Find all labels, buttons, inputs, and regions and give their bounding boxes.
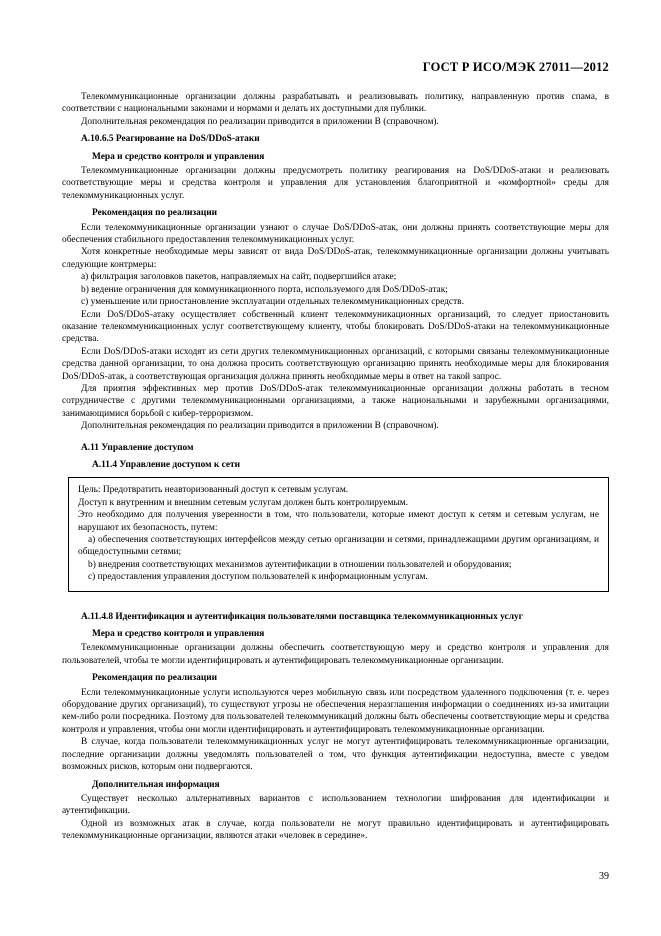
objective-line: Это необходимо для получения уверенности в том, что пользователи, которые имеют доступ к сетям и сетевым услугам, не нарушают их безопасность, путем: [78,510,599,533]
list-item: a) фильтрация заголовков пакетов, направляемых на сайт, подвергшийся атаке; [81,272,397,283]
paragraph: Дополнительная рекомендация по реализации приводится в приложении В (справочном). [81,116,439,127]
document-body [62,91,609,843]
section-heading: Рекомендация по реализации [92,673,218,684]
paragraph: Телекоммуникационные организации должны предусмотреть политику реагирования на DoS/DDoS-атаки и реализовать соответствующие меры и средства контроля и управления для установления благоприятной и «комфортной» среды для телекоммуникационных услуг. [62,166,609,201]
objective-line: Доступ к внутренним и внешним сетевым услугам должен быть контролируемым. [78,497,409,508]
objective-line: c) предоставления управления доступом пользователей к информационным услугам. [88,572,428,583]
paragraph: Существует несколько альтернативных вариантов с использованием технологии шифрования для идентификации и аутентификации. [62,793,609,817]
paragraph: Дополнительная рекомендация по реализации приводится в приложении В (справочном). [81,421,439,432]
paragraph: Телекоммуникационные организации должны разрабатывать и реализовывать политику, направленную против спама, в соответствии с национальными законами и нормами и делать их доступными для публики. [62,92,609,115]
paragraph: Телекоммуникационные организации должны обеспечить соответствующую меру и средство контроля и управления для пользователей, чтобы те могли идентифицировать и аутентифицировать телекоммуникационные организации. [62,643,609,666]
objective-line: b) внедрения соответствующих механизмов аутентификации в отношении пользователей и оборудования; [88,559,512,570]
objective-line: a) обеспечения соответствующих интерфейсов между сетью организации и сетями, принадлежащими другим организациям, и общедоступными сетями; [78,535,599,558]
page-number: 39 [599,871,609,882]
spacer [62,433,609,437]
page-header: ГОСТ Р ИСО/МЭК 27011—2012 [422,60,609,74]
section-heading: Дополнительная информация [92,779,220,790]
section-heading: А.11.4.8 Идентификация и аутентификация пользователями поставщика телекоммуникационных услуг [81,611,523,622]
paragraph: Если DoS/DDoS-атаки исходят из сети других телекоммуникационных организаций, с которыми связаны телекоммуникационные средства данной организации, то она должна просить соответствующую организацию принять необходимые меры для блокирования DoS/DDoS-атак, а соответствующая организация должна принять необходимые меры в ответ на такой запрос. [62,346,609,382]
section-heading: Мера и средство контроля и управления [92,629,265,640]
section-heading: А.11 Управление доступом [81,442,194,453]
section-heading: Рекомендация по реализации [92,208,218,219]
spacer [62,598,609,606]
list-item: c) уменьшение или приостановление эксплуатации отдельных телекоммуникационных средств. [81,297,464,308]
paragraph: Хотя конкретные необходимые меры зависят от вида DoS/DDoS-атак, телекоммуникационные организации должны учитывать следующие контрмеры: [62,247,609,270]
objective-line: Цель: Предотвратить неавторизованный доступ к сетевым услугам. [78,485,349,496]
paragraph: Если DoS/DDoS-атаку осуществляет собственный клиент телекоммуникационных организаций, то следует приостановить оказание телекоммуникационных услуг соответствующему клиенту, чтобы блокировать DoS/DDoS-атаки на телекоммуникационные средства. [62,309,609,345]
section-heading: А.11.4 Управление доступом к сети [92,459,241,470]
paragraph: Одной из возможных атак в случае, когда пользователи не могут правильно идентифицировать и аутентифицировать телекоммуникационные организации, являются атаки «человек в середине». [62,818,609,842]
paragraph: В случае, когда пользователи телекоммуникационных услуг не могут аутентифицировать телекоммуникационные организации, последние организации должны уведомлять пользователей о том, что функция аутентификации недоступна, вместе с уведом возможных рисков, которым они подвергаются. [62,737,609,773]
paragraph: Для приятия эффективных мер против DoS/DDoS-атак телекоммуникационные организации должны работать в тесном сотрудничестве с другими телекоммуникационными организациями, а также национальными и зарубежными организациями, занимающимися борьбой с кибер-терроризмом. [62,383,609,419]
list-item: b) ведение ограничения для коммуникационного порта, используемого для DoS/DDoS-атак; [81,284,448,295]
section-heading: А.10.6.5 Реагирование на DoS/DDoS-атаки [81,134,260,145]
objective-box [68,477,609,591]
paragraph: Если телекоммуникационные услуги используются через мобильную связь или посредством удаленного подключения (т. е. через оборудование других организаций), то существуют угрозы не обеспечения неразглашения информации о соединениях из-за имитации кем-либо роли посредника. Поэтому для пользователей телекоммуникаций должны быть обеспечены соответствующие меры и средства контроля и управления, чтобы они могли идентифицировать и аутентифицировать телекоммуникационные организации. [62,687,609,735]
paragraph: Если телекоммуникационные организации узнают о случае DoS/DDoS-атак, они должны принять соответствующие меры для обеспечения стабильного предоставления телекоммуникационных услуг. [62,222,609,246]
section-heading: Мера и средство контроля и управления [92,151,265,162]
